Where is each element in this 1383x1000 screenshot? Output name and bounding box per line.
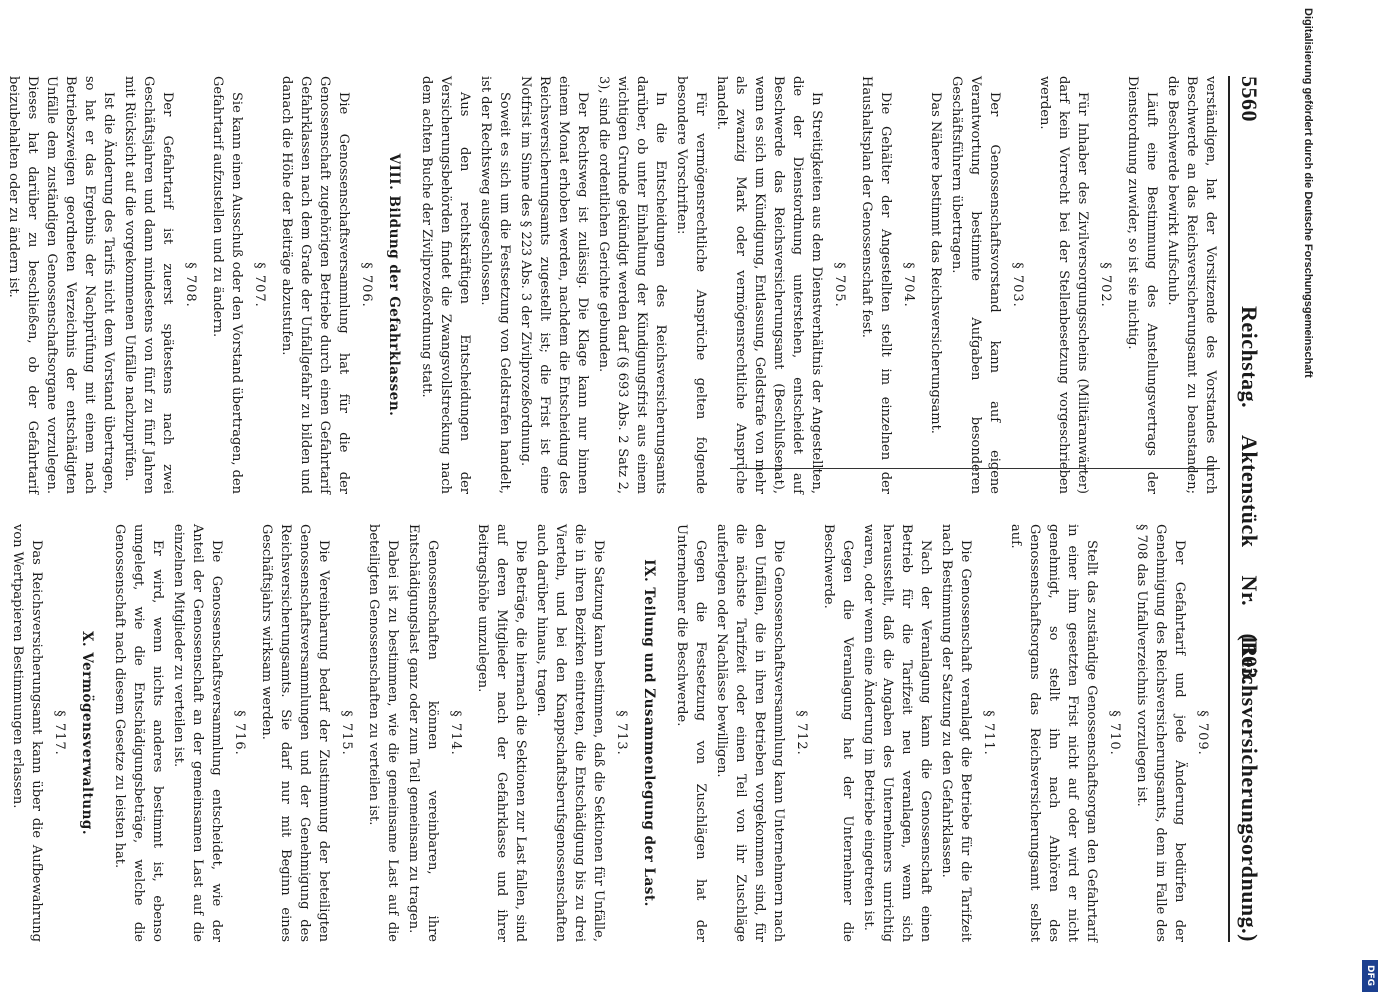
page-number: 5560 [1237,76,1262,122]
publication-name: Reichstag. [1237,306,1262,409]
paragraph: Der Rechtsweg ist zulässig. Die Klage kann nur binnen einem Monat erhoben werden, nachdem die Entscheidung des Reichsversicherungsamts zugestellt ist; die Frist ist eine Notfrist im Sinne des § 223 Abs. 3 der Zivilprozeßordnung. [518,76,590,494]
right-column [10,524,1220,942]
paragraph: In Streitigkeiten aus dem Dienstverhältnis der Angestellten, die der Dienstordnung unterstehen, entscheidet auf Beschwerde das Reichsversicherungsamt (Beschlußsenat), wenn es sich um Kündigung, Entlassung, Geldstrafe von mehr als zwanzig Mark oder vermögensrechtliche Ansprüche handelt. [714,76,824,494]
section-number: § 713. [614,710,629,756]
section-number: § 716. [232,710,247,756]
paragraph: Die Gehälter der Angestellten stellt im einzelnen der Haushaltsplan der Genossenschaft fest. [859,76,893,494]
paragraph: Läuft eine Bestimmung des Anstellungsvertrags der Dienstordnung zuwider, so ist sie nichtig. [1125,76,1159,494]
chapter-heading: VIII. Bildung der Gefahrklassen. [386,153,402,417]
paragraph: Aus den rechtskräftigen Entscheidungen der Versicherungsbehörden findet die Zwangsvollstreckung nach dem achten Buche der Zivilprozeßordnung statt. [419,76,472,494]
paragraph: Die Genossenschaftsversammlung kann Unternehmern nach den Unfällen, die in ihren Betrieben vorgekommen sind, für die nächste Tarifzeit oder einen Teil von ihr Zuschläge auferlegen oder Nachlässe bewilligen. [714,524,786,942]
paragraph: Die Beträge, die hiernach die Sektionen zur Last fallen, sind auf deren Mitglieder nach der Gefahrklasse und ihrer Beitragshöhe umzulegen. [475,524,528,942]
section-number: § 715. [339,710,354,756]
paragraph: Ist die Änderung des Tarifs nicht dem Vorstand übertragen, so hat er das Ergebnis der Nachprüfung mit einem nach Betriebszweigen geordneten Verzeichnis der entschädigten Unfälle dem zuständigen Genossenschaftsorgane vorzulegen. Dieses hat darüber zu beschließen, ob der Gefahrtarif beizubehalten oder zu ändern ist. [6,76,116,494]
paragraph: Nach der Veranlagung kann die Genossenschaft einen Betrieb für die Tarifzeit neu veranlagen, wenn sich herausstellt, daß die Angaben des Unternehmers unrichtig waren, oder wenn eine Änderung im Betriebe eingetreten ist. [861,524,933,942]
paragraph: Dabei ist zu bestimmen, wie die gemeinsame Last auf die beteiligten Genossenschaften zu verteilen ist. [366,524,400,942]
section-number: § 703. [1010,262,1025,308]
paragraph: verständigen, hat der Vorsitzende des Vorstandes durch Beschwerde an das Reichsversicherungsamt zu beanstanden; die Beschwerde bewirkt Aufschub. [1165,76,1218,494]
paragraph: Das Nähere bestimmt das Reichsversicherungsamt. [928,92,943,434]
paragraph: Die Satzung kann bestimmen, daß die Sektionen für Unfälle, die in ihren Bezirken eintreten, die Entschädigung bis zu drei Vierteln, und bei den Knappschaftsberufsgenossenschaften auch darüber hinaus, tragen. [534,524,606,942]
header-publication [1236,306,1262,685]
section-number: § 708. [183,262,198,308]
header-title: (Reichsversicherungsordnung.) [1237,633,1262,942]
paragraph: Genossenschaften können vereinbaren, ihre Entschädigungslast ganz oder zum Teil gemeinsam zu tragen. [406,524,440,942]
section-number: § 704. [901,262,916,308]
paragraph: Gegen die Veranlagung hat der Unternehmer die Beschwerde. [821,524,855,942]
paragraph: Soweit es sich um die Festsetzung von Geldstrafen handelt, ist der Rechtsweg ausgeschlossen. [478,76,512,494]
column-divider [730,468,1220,469]
section-number: § 706. [359,262,374,308]
paragraph: Die Vereinbarung bedarf der Zustimmung der beteiligten Genossenschaftsversammlungen und der Genehmigung des Reichsversicherungsamts. Sie darf nur mit Beginn eines Geschäftsjahrs wirksam werden. [259,524,331,942]
section-number: § 712. [794,710,809,756]
dfg-logo [1362,960,1378,992]
paragraph: Die Genossenschaftsversammlung entscheidet, wie der Anteil der Genossenschaft an der gemeinsamen Last auf die einzelnen Mitglieder zu verteilen ist. [171,524,224,942]
paragraph: Die Genossenschaftsversammlung hat für die der Genossenschaft zugehörigen Betriebe durch einen Gefahrtarif Gefahrklassen nach dem Grade der Unfallgefahr zu bilden und danach die Höhe der Beiträge abzustufen. [279,76,351,494]
paragraph: Gegen die Festsetzung von Zuschlägen hat der Unternehmer die Beschwerde. [674,524,708,942]
paragraph: Er wird, wenn nichts anderes bestimmt ist, ebenso umgelegt, wie die Entschädigungsbeträge, welche die Genossenschaft nach diesem Gesetze zu leisten hat. [112,524,165,942]
paragraph: Die Genossenschaft veranlagt die Betriebe für die Tarifzeit nach Bestimmung der Satzung zu den Gefahrklassen. [939,524,973,942]
paragraph: Stellt das zuständige Genossenschaftsorgan den Gefahrtarif in einer ihm gesetzten Frist nicht auf oder wird er nicht genehmigt, so stellt ihn nach Anhören des Genossenschaftsorgans das Reichsversicherungsamt selbst auf. [1008,524,1099,942]
left-column [6,76,1220,495]
paragraph: In die Entscheidungen des Reichsversicherungsamts darüber, ob unter Einhaltung der Kündigungsfrist aus einem wichtigen Grunde gekündigt werden darf (§ 693 Abs. 2 Satz 2, 3), sind die ordentlichen Gerichte gebunden. [596,76,668,494]
section-number: § 707. [252,262,267,308]
chapter-heading: IX. Teilung und Zusammenlegung der Last. [641,559,657,907]
section-number: § 714. [448,710,463,756]
section-number: § 710. [1107,710,1122,756]
page-header [1228,76,1264,942]
section-number: § 711. [981,710,996,756]
chapter-heading: X. Vermögensverwaltung. [79,630,95,836]
paragraph: Der Genossenschaftsvorstand kann auf eigene Verantwortung bestimmte Aufgaben besonderen Geschäftsführern übertragen. [949,76,1002,494]
document-number: Aktenstück Nr. 1103. [1237,434,1262,685]
paragraph: Der Gefahrtarif ist zuerst spätestens nach zwei Geschäftsjahren und dann mindestens von fünf zu fünf Jahren mit Rücksicht auf die vorgekommenen Unfälle nachzuprüfen. [122,76,175,494]
credit-text: Digitalisierung gefördert durch die Deutsche Forschungsgemeinschaft [1302,8,1314,378]
paragraph: Für vermögensrechtliche Ansprüche gelten folgende besondere Vorschriften: [674,76,708,494]
section-number: § 705. [832,262,847,308]
paragraph: Sie kann einen Ausschuß oder den Vorstand übertragen, den Gefahrtarif aufzustellen und zu ändern. [210,76,244,495]
paragraph: Das Reichsversicherungsamt kann über die Aufbewahrung von Wertpapieren Bestimmungen erlassen. [10,524,44,942]
section-number: § 717. [52,710,67,756]
logo-text: DFG [1365,965,1375,987]
digitization-credit [1298,0,1338,1000]
paragraph: Der Gefahrtarif und jede Änderung bedürfen der Genehmigung des Reichsversicherungsamts, dem im Falle des § 708 das Unfallverzeichnis vorzulegen ist. [1134,524,1187,942]
paragraph: Für Inhaber des Zivilversorgungsscheins (Militäranwärter) darf kein Vorrecht bei der Stellenbesetzung vorgeschrieben werden. [1037,76,1090,494]
section-number: § 702. [1098,262,1113,308]
section-number: § 709. [1195,710,1210,756]
